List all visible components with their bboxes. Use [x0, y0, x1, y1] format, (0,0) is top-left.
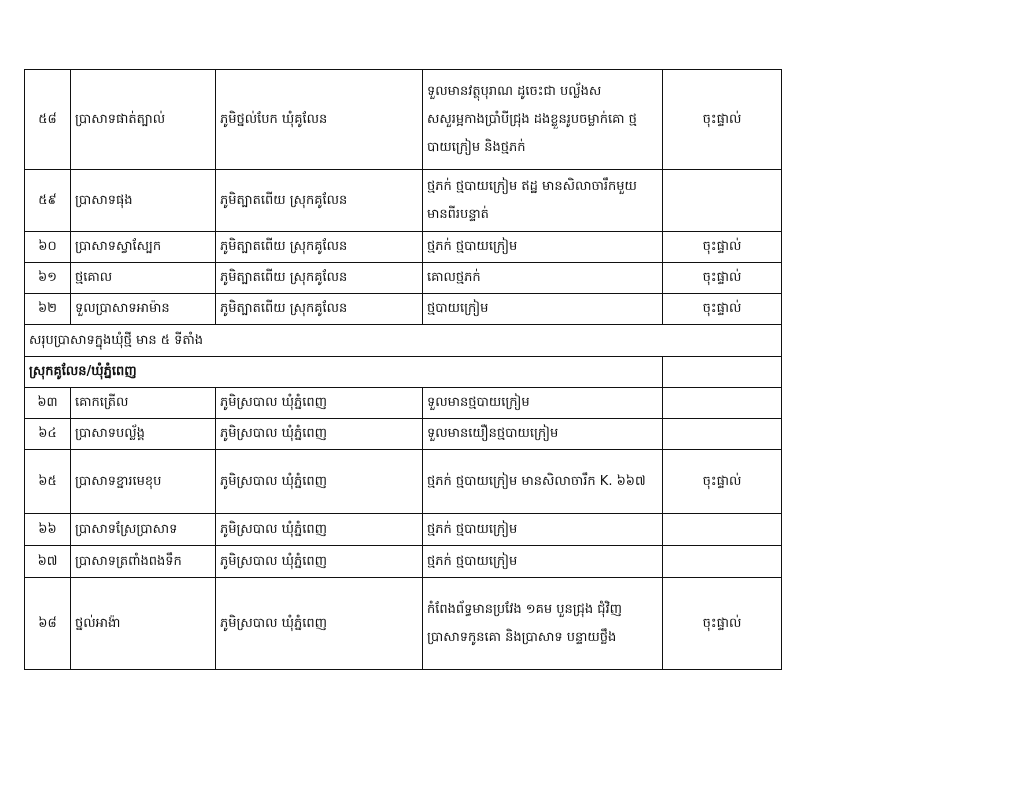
table-row [25, 388, 782, 419]
visit-status: ចុះផ្ទាល់ [663, 450, 782, 514]
visit-status [663, 546, 782, 578]
site-location: ភូមិត្បាតពើយ ស្រុកគូលែន [216, 232, 423, 263]
site-description: គោលថ្មភក់ [423, 263, 663, 294]
site-location: ភូមិស្របាល ឃុំភ្នំពេញ [216, 514, 423, 546]
row-number: ៦៧ [25, 546, 71, 578]
site-description: ទួលមានថ្មបាយក្រៀម [423, 388, 663, 419]
row-number: ៦៣ [25, 388, 71, 419]
visit-status [663, 388, 782, 419]
site-description: ថ្មភក់ ថ្មបាយក្រៀម ឥដ្ឋ មានសិលាចារឹកមួយ មានពីរបន្ទាត់ [423, 170, 663, 232]
site-description: ទួលមានយឿនថ្មបាយក្រៀម [423, 419, 663, 450]
visit-status: ចុះផ្ទាល់ [663, 263, 782, 294]
heritage-site-table [24, 69, 782, 670]
site-description: កំពែងព័ទ្ធមានប្រវែង ១គម បួនជ្រុង ជុំវិញប្រាសាទកូនគោ និងប្រាសាទ បន្ទាយថ្លឹង [423, 578, 663, 670]
row-number: ៦៤ [25, 419, 71, 450]
row-number: ៦៨ [25, 578, 71, 670]
table-row [25, 419, 782, 450]
visit-status [663, 419, 782, 450]
section-header: ស្រុកគូលែន/ឃុំភ្នំពេញ [25, 357, 663, 388]
section-header-row [25, 357, 782, 388]
row-number: ៥៨ [25, 70, 71, 170]
site-name: ប្រាសាទត្រពាំងពងទឹក [71, 546, 216, 578]
site-description: ថ្មបាយក្រៀម [423, 294, 663, 325]
site-name: គោកត្រើល [71, 388, 216, 419]
site-location: ភូមិត្បាតពើយ ស្រុកគូលែន [216, 263, 423, 294]
row-number: ៦១ [25, 263, 71, 294]
visit-status: ចុះផ្ទាល់ [663, 70, 782, 170]
site-name: ទួលប្រាសាទអាម៉ាន [71, 294, 216, 325]
site-name: ប្រាសាទស្រែប្រាសាទ [71, 514, 216, 546]
site-name: ប្រាសាទផាត់ត្បាល់ [71, 70, 216, 170]
site-location: ភូមិត្បាតពើយ ស្រុកគូលែន [216, 294, 423, 325]
site-name: ប្រាសាទបល្ល័ង្គ [71, 419, 216, 450]
row-number: ៦២ [25, 294, 71, 325]
empty-cell [663, 357, 782, 388]
row-number: ៦០ [25, 232, 71, 263]
site-location: ភូមិស្របាល ឃុំភ្នំពេញ [216, 546, 423, 578]
row-number: ៦៦ [25, 514, 71, 546]
site-location: ភូមិស្របាល ឃុំភ្នំពេញ [216, 419, 423, 450]
table-row [25, 578, 782, 670]
row-number: ៦៥ [25, 450, 71, 514]
summary-row [25, 325, 782, 357]
site-name: ប្រាសាទផុង [71, 170, 216, 232]
table-row [25, 232, 782, 263]
site-location: ភូមិស្របាល ឃុំភ្នំពេញ [216, 450, 423, 514]
visit-status: ចុះផ្ទាល់ [663, 578, 782, 670]
table-row [25, 70, 782, 170]
table-row [25, 294, 782, 325]
site-name: ថ្មគោល [71, 263, 216, 294]
table-row [25, 450, 782, 514]
visit-status: ចុះផ្ទាល់ [663, 232, 782, 263]
visit-status: ចុះផ្ទាល់ [663, 294, 782, 325]
table-row [25, 514, 782, 546]
table-row [25, 546, 782, 578]
visit-status [663, 170, 782, 232]
site-description: ទួលមានវត្ថុបុរាណ ដូចេះជា បល្ល័ងសសសួរម្អកាងប្រាំបីជ្រុង ដងខ្លួនរូបចម្លាក់គោ ថ្មបាយក្រៀម និងថ្មភក់ [423, 70, 663, 170]
site-name: ប្រាសាទស្វាស្បែក [71, 232, 216, 263]
site-description: ថ្មភក់ ថ្មបាយក្រៀម [423, 514, 663, 546]
visit-status [663, 514, 782, 546]
site-name: ថ្នល់អាង៉ា [71, 578, 216, 670]
table-row [25, 170, 782, 232]
table-row [25, 263, 782, 294]
row-number: ៥៩ [25, 170, 71, 232]
site-description: ថ្មភក់ ថ្មបាយក្រៀម មានសិលាចារឹក K. ៦៦៧ [423, 450, 663, 514]
site-name: ប្រាសាទខ្នារមេខុប [71, 450, 216, 514]
site-location: ភូមិត្បាតពើយ ស្រុកគូលែន [216, 170, 423, 232]
site-description: ថ្មភក់ ថ្មបាយក្រៀម [423, 232, 663, 263]
summary-text: សរុបប្រាសាទក្នុងឃុំថ្មី មាន ៥ ទីតាំង [25, 325, 782, 357]
site-location: ភូមិស្របាល ឃុំភ្នំពេញ [216, 578, 423, 670]
site-description: ថ្មភក់ ថ្មបាយក្រៀម [423, 546, 663, 578]
site-location: ភូមិស្របាល ឃុំភ្នំពេញ [216, 388, 423, 419]
site-location: ភូមិថ្នល់បែក ឃុំគូលែន [216, 70, 423, 170]
